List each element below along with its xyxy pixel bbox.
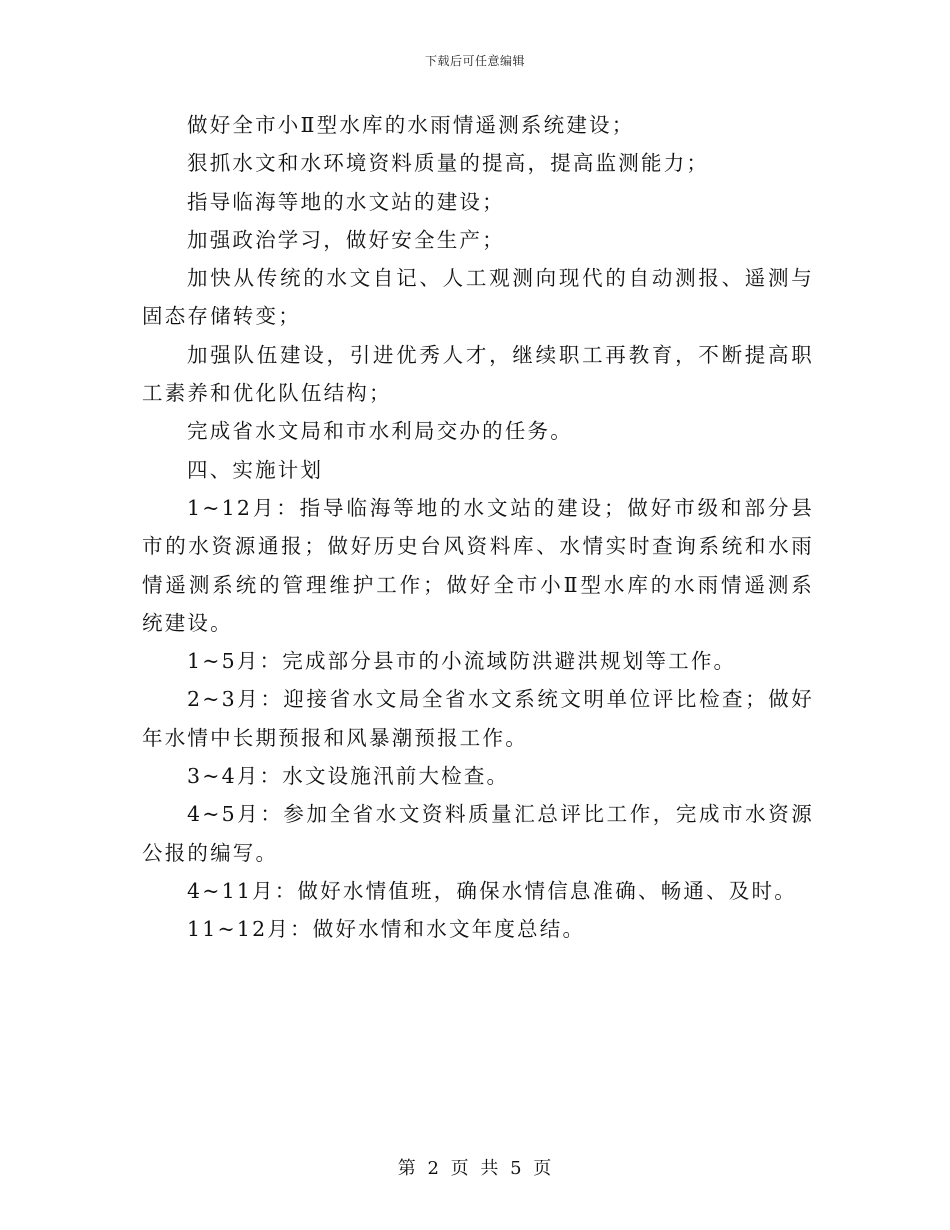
page-number: 第 2 页 共 5 页	[397, 1158, 553, 1179]
paragraph: 做好全市小Ⅱ型水库的水雨情遥测系统建设；	[187, 113, 635, 137]
section-heading: 四、实施计划	[187, 457, 324, 482]
plan-item: 11~12月：做好水情和水文年度总结。	[187, 917, 586, 942]
paragraph: 完成省水文局和市水利局交办的任务。	[187, 419, 573, 444]
plan-item: 1~5月：完成部分县市的小流域防洪避洪规划等工作。	[187, 649, 737, 674]
paragraph: 加快从传统的水文自记、人工观测向现代的自动测报、遥测与固态存储转变；	[142, 266, 814, 329]
page-header: 下载后可任意编辑	[424, 54, 525, 68]
paragraph: 狠抓水文和水环境资料质量的提高，提高监测能力；	[187, 151, 710, 176]
plan-item: 4~5月：参加全省水文资料质量汇总评比工作，完成市水资源公报的编写。	[142, 802, 814, 865]
plan-item: 2~3月：迎接省水文局全省水文系统文明单位评比检查；做好年水情中长期预报和风暴潮预报工作。	[142, 687, 814, 750]
paragraph: 加强队伍建设，引进优秀人才，继续职工再教育，不断提高职工素养和优化队伍结构；	[142, 342, 814, 406]
paragraph: 加强政治学习，做好安全生产；	[187, 227, 505, 252]
plan-item: 1~12月：指导临海等地的水文站的建设；做好市级和部分县市的水资源通报；做好历史台风资料库、水情实时查询系统和水雨情遥测系统的管理维护工作；做好全市小Ⅱ型水库的水雨情遥测系统建设。	[142, 495, 814, 635]
plan-item: 4~11月：做好水情值班，确保水情信息准确、畅通、及时。	[187, 878, 797, 903]
plan-item: 3~4月：水文设施汛前大检查。	[187, 764, 510, 789]
document-body	[142, 106, 814, 949]
paragraph: 指导临海等地的水文站的建设；	[187, 189, 505, 214]
